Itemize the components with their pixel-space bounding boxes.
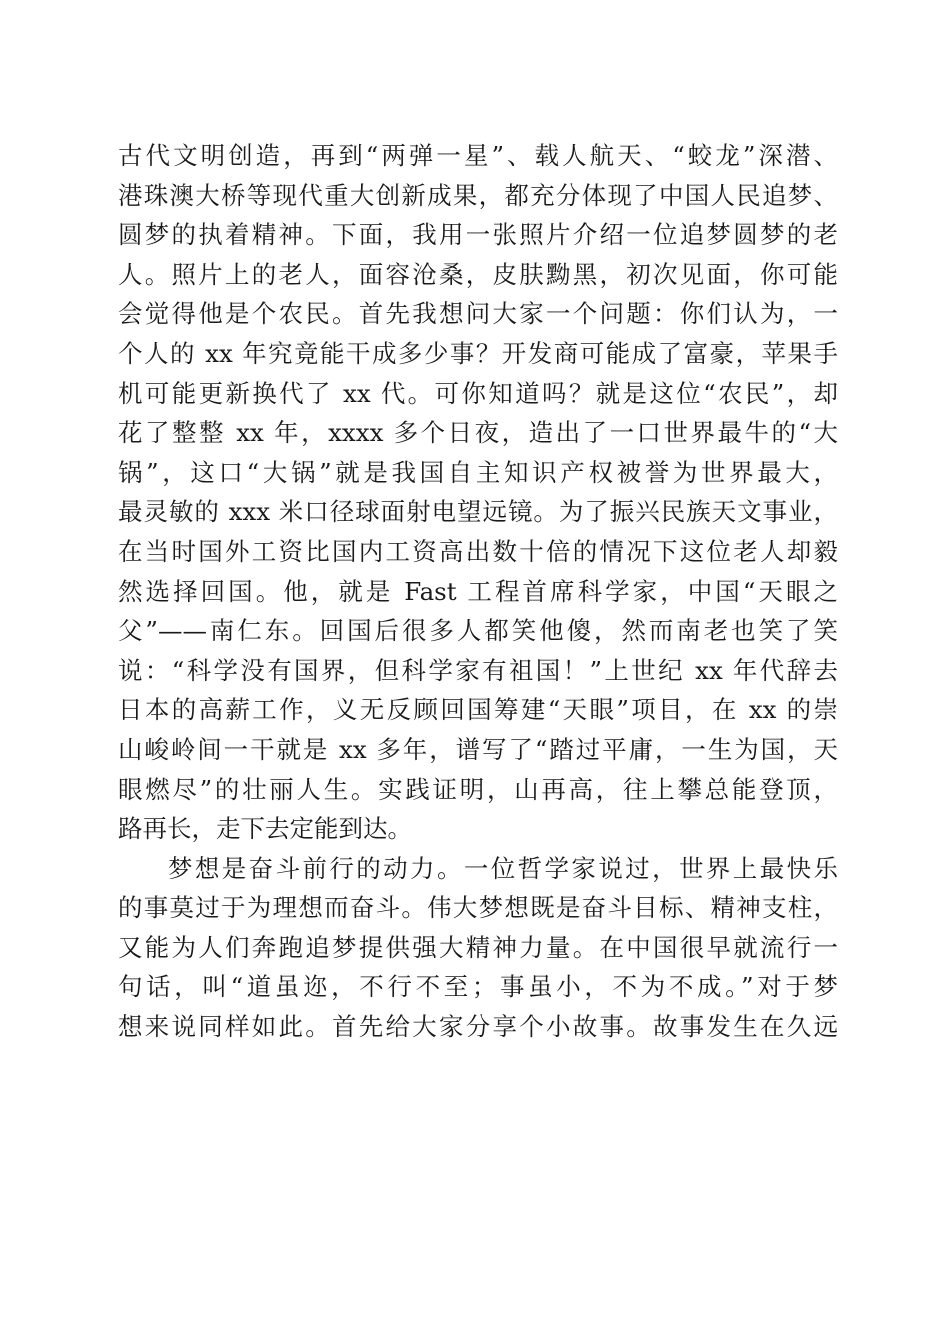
text-line: 古代文明创造，再到“两弹一星”、载人航天、“蛟龙”深潜、 [118,141,838,170]
text-line: 圆梦的执着精神。下面，我用一张照片介绍一位追梦圆梦的老 [118,220,838,250]
text-line: 最灵敏的 xxx 米口径球面射电望远镜。为了振兴民族天文事业， [118,497,838,527]
text-line: 梦想是奋斗前行的动力。一位哲学家说过，世界上最快乐 [168,853,838,883]
paragraph [118,136,838,849]
text-line: 山峻岭间一干就是 xx 多年，谱写了“踏过平庸，一生为国，天 [118,734,838,764]
text-line: 机可能更新换代了 xx 代。可你知道吗？就是这位“农民”，却 [118,378,838,408]
text-line: 路再长，走下去定能到达。 [118,814,412,844]
text-line: 说：“科学没有国界，但科学家有祖国！”上世纪 xx 年代辞去 [118,655,838,685]
text-line: 又能为人们奔跑追梦提供强大精神力量。在中国很早就流行一 [118,932,838,962]
text-line: 的事莫过于为理想而奋斗。伟大梦想既是奋斗目标、精神支柱， [118,893,838,923]
text-line: 父”——南仁东。回国后很多人都笑他傻，然而南老也笑了笑 [118,616,838,646]
text-line: 锅”，这口“大锅”就是我国自主知识产权被誉为世界最大， [118,457,838,487]
text-line: 花了整整 xx 年，xxxx 多个日夜，造出了一口世界最牛的“大 [118,418,838,448]
text-line: 句话，叫“道虽迩，不行不至；事虽小，不为不成。”对于梦 [118,972,838,1002]
text-line: 然选择回国。他，就是 Fast 工程首席科学家，中国“天眼之 [118,576,838,606]
text-line: 人。照片上的老人，面容沧桑，皮肤黝黑，初次见面，你可能 [118,259,838,289]
text-line: 会觉得他是个农民。首先我想问大家一个问题：你们认为，一 [118,299,838,329]
body-text [118,136,838,1047]
text-line: 港珠澳大桥等现代重大创新成果，都充分体现了中国人民追梦、 [118,180,838,210]
paragraph [118,849,838,1047]
text-line: 日本的高薪工作，义无反顾回国筹建“天眼”项目，在 xx 的崇 [118,695,838,725]
text-line: 个人的 xx 年究竟能干成多少事？开发商可能成了富豪，苹果手 [118,338,838,368]
text-line: 想来说同样如此。首先给大家分享个小故事。故事发生在久远 [118,1012,838,1042]
text-line: 在当时国外工资比国内工资高出数十倍的情况下这位老人却毅 [118,536,838,566]
text-line: 眼燃尽”的壮丽人生。实践证明，山再高，往上攀总能登顶， [118,774,838,804]
